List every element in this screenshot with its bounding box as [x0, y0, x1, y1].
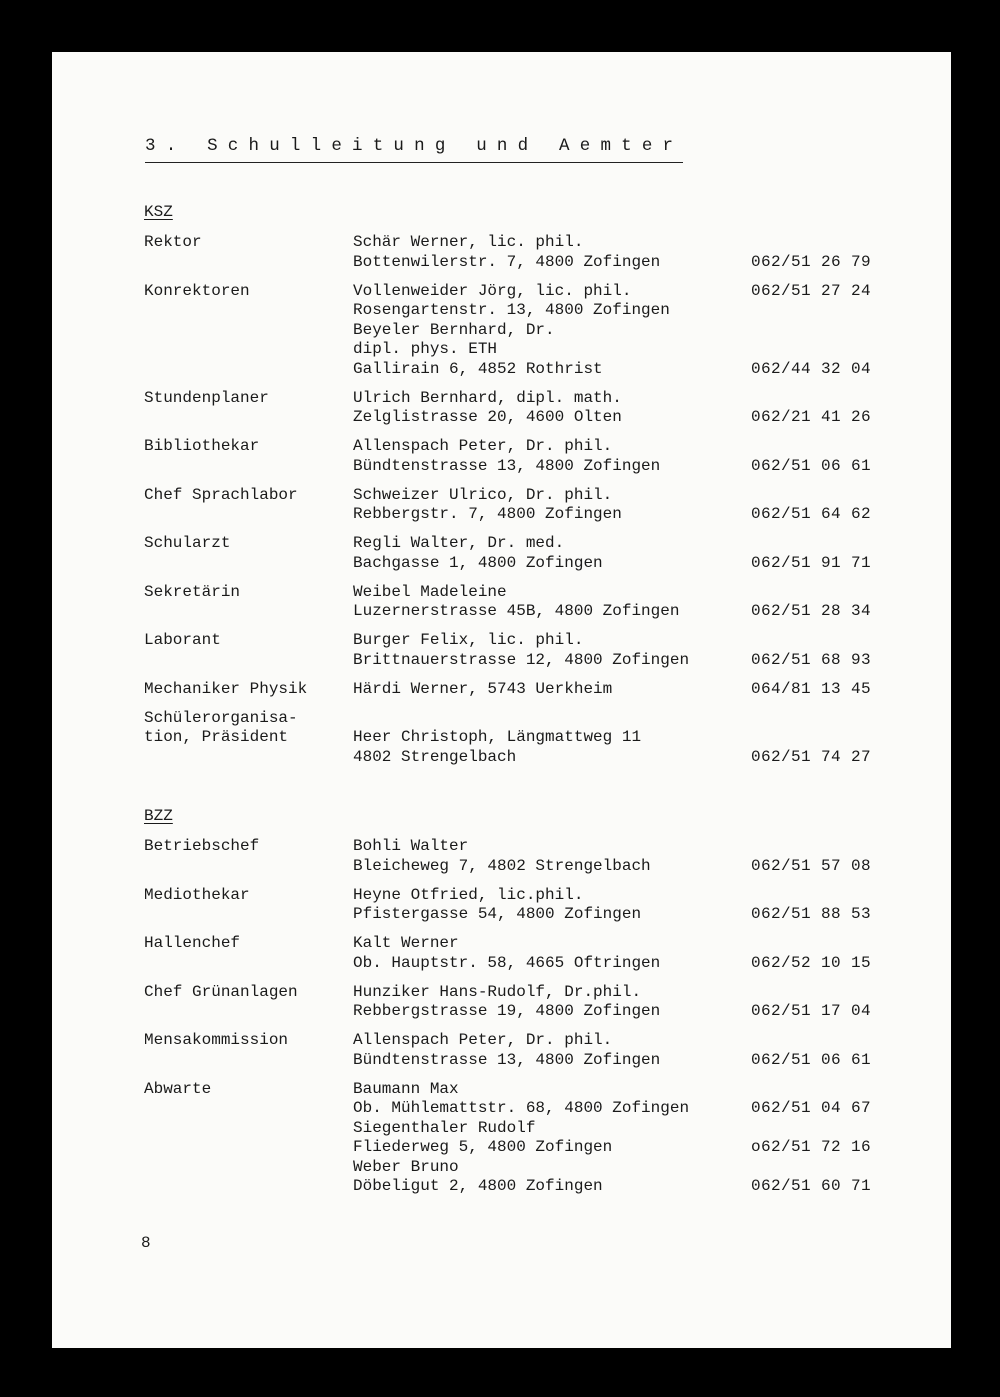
page-title: 3. Schulleitung und Aemter	[145, 136, 683, 163]
address-line	[353, 837, 893, 857]
address-text: dipl. phys. ETH	[353, 340, 498, 358]
address-line	[353, 321, 893, 341]
address-line	[353, 301, 893, 321]
address-text: Ob. Mühlemattstr. 68, 4800 Zofingen	[353, 1099, 690, 1117]
address-line	[353, 1031, 893, 1051]
role-label: Schülerorganisa- tion, Präsident	[144, 708, 298, 746]
address-text: Baumann Max	[353, 1079, 459, 1098]
phone-number: 062/51 06 61	[751, 456, 872, 475]
address-text: Allenspach Peter, Dr. phil.	[353, 437, 613, 455]
phone-number: 062/51 04 67	[751, 1099, 872, 1117]
address-line	[353, 233, 893, 253]
role-label: Mensakommission	[144, 1031, 289, 1049]
role-label: Hallenchef	[144, 934, 241, 952]
address-text: Rosengartenstr. 13, 4800 Zofingen	[353, 301, 670, 319]
phone-number: 062/51 27 24	[751, 281, 872, 300]
phone-number: 062/51 26 79	[751, 252, 872, 271]
address-text: Schär Werner, lic. phil.	[353, 233, 584, 251]
address-line	[353, 631, 893, 651]
role-label: Chef Grünanlagen	[144, 982, 298, 1001]
address-line	[353, 680, 893, 700]
address-text: Bachgasse 1, 4800 Zofingen	[353, 553, 603, 572]
address-line	[353, 1099, 893, 1119]
phone-number: 062/51 17 04	[751, 1002, 872, 1020]
address-line	[353, 1177, 893, 1197]
phone-number: 062/51 60 71	[751, 1177, 872, 1195]
address-text: 4802 Strengelbach	[353, 747, 517, 766]
address-line	[353, 748, 893, 768]
address-text: Weibel Madeleine	[353, 582, 507, 601]
role-label: Rektor	[144, 233, 202, 251]
address-text: Siegenthaler Rudolf	[353, 1118, 536, 1137]
phone-number: 062/51 74 27	[751, 747, 872, 766]
address-line	[353, 583, 893, 603]
role-label: Abwarte	[144, 1079, 212, 1098]
address-text: Beyeler Bernhard, Dr.	[353, 320, 555, 339]
address-line	[353, 457, 893, 477]
document-page	[52, 52, 951, 1348]
address-text: Burger Felix, lic. phil.	[353, 631, 584, 649]
phone-number: 062/51 88 53	[751, 905, 872, 923]
address-line	[353, 728, 893, 748]
address-text: Zelglistrasse 20, 4600 Olten	[353, 408, 622, 426]
address-text: Härdi Werner, 5743 Uerkheim	[353, 679, 613, 698]
address-line	[353, 934, 893, 954]
address-line	[353, 253, 893, 273]
address-text: Luzernerstrasse 45B, 4800 Zofingen	[353, 602, 680, 620]
address-text: Bündtenstrasse 13, 4800 Zofingen	[353, 456, 661, 475]
address-line	[353, 651, 893, 671]
role-label: Laborant	[144, 631, 221, 649]
phone-number: o62/51 72 16	[751, 1138, 872, 1156]
role-label: Konrektoren	[144, 281, 250, 300]
address-line	[353, 1138, 893, 1158]
address-text: Rebbergstr. 7, 4800 Zofingen	[353, 505, 622, 523]
address-text: Bündtenstrasse 13, 4800 Zofingen	[353, 1050, 661, 1069]
address-line	[353, 1080, 893, 1100]
role-label: Stundenplaner	[144, 388, 269, 407]
address-line	[353, 408, 893, 428]
address-text: Allenspach Peter, Dr. phil.	[353, 1031, 613, 1049]
address-line	[353, 1119, 893, 1139]
address-line	[353, 905, 893, 925]
phone-number: 062/51 28 34	[751, 602, 872, 620]
role-label: Chef Sprachlabor	[144, 485, 298, 504]
phone-number: 062/51 57 08	[751, 856, 872, 875]
role-label: Bibliothekar	[144, 437, 260, 455]
address-text: Bleicheweg 7, 4802 Strengelbach	[353, 856, 651, 875]
address-text: Ob. Hauptstr. 58, 4665 Oftringen	[353, 953, 661, 972]
address-line	[353, 282, 893, 302]
phone-number: 062/51 68 93	[751, 650, 872, 669]
address-line	[353, 534, 893, 554]
address-text: Vollenweider Jörg, lic. phil.	[353, 281, 632, 300]
phone-number: 064/81 13 45	[751, 679, 872, 698]
address-text: Heyne Otfried, lic.phil.	[353, 885, 584, 904]
role-label: Betriebschef	[144, 837, 260, 855]
address-line	[353, 437, 893, 457]
address-line	[353, 602, 893, 622]
address-line	[353, 505, 893, 525]
phone-number: 062/21 41 26	[751, 408, 872, 426]
address-text: Döbeligut 2, 4800 Zofingen	[353, 1177, 603, 1195]
address-text: Weber Bruno	[353, 1157, 459, 1176]
address-line	[353, 886, 893, 906]
address-text: Regli Walter, Dr. med.	[353, 534, 565, 552]
address-line	[353, 554, 893, 574]
address-text: Bottenwilerstr. 7, 4800 Zofingen	[353, 252, 661, 271]
address-line	[353, 1158, 893, 1178]
address-line	[353, 857, 893, 877]
phone-number: 062/44 32 04	[751, 359, 872, 378]
address-line	[353, 389, 893, 409]
phone-number: 062/52 10 15	[751, 953, 872, 972]
page-number: 8	[141, 1234, 151, 1252]
address-text: Kalt Werner	[353, 934, 459, 952]
address-line	[353, 1002, 893, 1022]
address-line	[353, 1051, 893, 1071]
role-label: Mechaniker Physik	[144, 679, 308, 698]
address-text: Heer Christoph, Längmattweg 11	[353, 728, 642, 746]
address-text: Rebbergstrasse 19, 4800 Zofingen	[353, 1002, 661, 1020]
phone-number: 062/51 91 71	[751, 553, 872, 572]
role-label: Sekretärin	[144, 582, 241, 601]
address-text: Bohli Walter	[353, 837, 469, 855]
role-label: Schularzt	[144, 534, 231, 552]
address-line	[353, 340, 893, 360]
address-line	[353, 954, 893, 974]
section-heading: BZZ	[144, 807, 173, 825]
address-text: Pfistergasse 54, 4800 Zofingen	[353, 905, 642, 923]
phone-number: 062/51 64 62	[751, 505, 872, 523]
address-text: Gallirain 6, 4852 Rothrist	[353, 359, 603, 378]
section-heading: KSZ	[144, 203, 173, 221]
address-text: Schweizer Ulrico, Dr. phil.	[353, 485, 613, 504]
address-text: Brittnauerstrasse 12, 4800 Zofingen	[353, 650, 690, 669]
role-label: Mediothekar	[144, 885, 250, 904]
address-line	[353, 983, 893, 1003]
address-line	[353, 486, 893, 506]
address-line	[353, 360, 893, 380]
address-text: Ulrich Bernhard, dipl. math.	[353, 388, 622, 407]
address-text: Hunziker Hans-Rudolf, Dr.phil.	[353, 982, 642, 1001]
address-line	[353, 709, 893, 729]
phone-number: 062/51 06 61	[751, 1050, 872, 1069]
address-text: Fliederweg 5, 4800 Zofingen	[353, 1138, 613, 1156]
